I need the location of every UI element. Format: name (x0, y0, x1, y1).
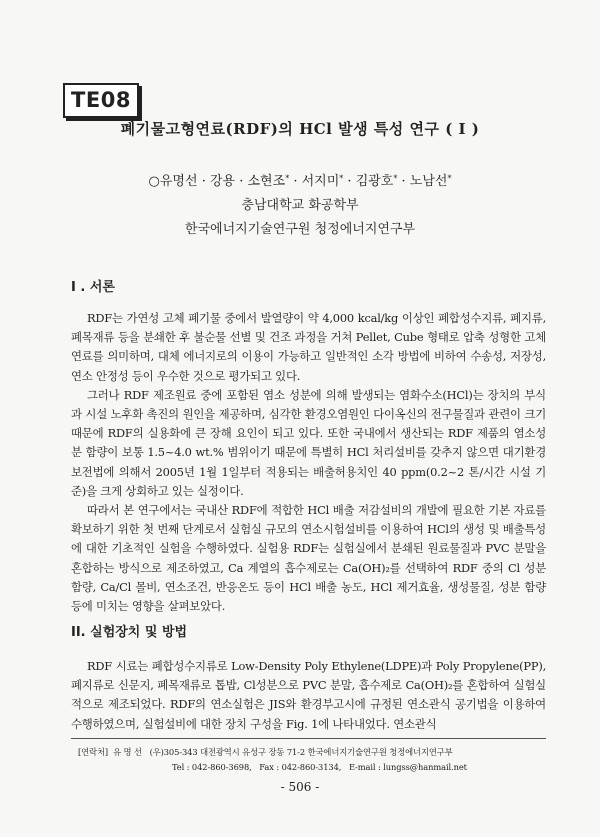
author-separator: · (235, 174, 248, 189)
author-separator: · (343, 174, 356, 189)
contact-email: E-mail : lungss@hanmail.net (348, 762, 467, 772)
presenter-mark: ○ (148, 174, 160, 189)
author-name: 소현조 (247, 174, 286, 189)
section-heading-methods: II. 실험장치 및 방법 (71, 625, 188, 640)
author-name: 김광호 (355, 174, 394, 189)
introduction-body (71, 309, 546, 616)
author-name: 서지미 (301, 174, 340, 189)
author-mark: * (339, 174, 344, 183)
contact-line-1 (78, 745, 548, 760)
methods-body (71, 657, 546, 734)
paragraph: RDF 시료는 폐합성수지류로 Low-Density Poly Ethylene(LDPE)과 Poly Propylene(PP), 폐지류로 신문지, 폐목재류로 톱밥, Cl성분으로 PVC 분말, 흡수제로 Ca(OH)₂를 혼합하여 실험실적으로 제조되었다. RDF의 연소실험은 JIS와 환경부고시에 규정된 연소관식 공기법을 이용하여 수행하였으며, 실험설비에 대한 장치 구성을 Fig. 1에 나타내었다. 연소관식 (71, 659, 546, 731)
footer-divider (71, 738, 546, 739)
contact-address: (우)305-343 대전광역시 유성구 장동 71-2 한국에너지기술연구원 청정에너지연구부 (149, 747, 453, 757)
contact-label: [연락처] (78, 747, 109, 757)
section-heading-introduction: I . 서론 (71, 280, 115, 295)
author-mark: * (447, 174, 452, 183)
contact-tel: Tel : 042-860-3698, (172, 762, 252, 772)
author-line (0, 170, 600, 189)
contact-name: 유 명 선 (113, 747, 142, 757)
author-mark: * (285, 174, 290, 183)
contact-footnote (78, 745, 548, 775)
author-separator: · (397, 174, 410, 189)
author-name: 강용 (209, 174, 236, 189)
author-name: 노남선 (409, 174, 448, 189)
author-separator: · (289, 174, 302, 189)
author-name: 유명선 (159, 174, 198, 189)
page-number: - 506 - (280, 780, 320, 794)
author-separator: · (197, 174, 210, 189)
contact-line-2 (78, 760, 548, 775)
paragraph: 그러나 RDF 제조원료 중에 포함된 염소 성분에 의해 발생되는 염화수소(HCl)는 장치의 부식과 시설 노후화 촉진의 원인을 제공하며, 심각한 환경오염원인 다이옥신의 전구물질과 관련이 크기 때문에 RDF의 실용화에 큰 장해 요인이 되고 있다. 또한 국내에서 생산되는 RDF 제품의 염소성분 함량이 보통 1.5~4.0 wt.% 범위이기 때문에 특별히 HCl 처리설비를 갖추지 않으면 대기환경보전법에 의해서 2005년 1월 1일부터 적용되는 배출허용치인 40 ppm(0.2~2 톤/시간 시설 기준)을 크게 상회하고 있는 실정이다. (71, 387, 546, 498)
paper-title: 폐기물고형연료(RDF)의 HCl 발생 특성 연구 ( I ) (120, 120, 480, 138)
session-code-box: TE08 (63, 83, 139, 118)
author-mark: * (393, 174, 398, 183)
paragraph: 따라서 본 연구에서는 국내산 RDF에 적합한 HCl 배출 저감설비의 개발에 필요한 기본 자료를 확보하기 위한 첫 번째 단계로서 실험실 규모의 연소시험설비를 이용하여 HCl의 생성 및 배출특성에 대한 기초적인 실험을 수행하였다. 실험용 RDF는 실험실에서 분쇄된 원료물질과 PVC 분말을 혼합하는 방식으로 제조하였고, Ca 계열의 흡수제로는 Ca(OH)₂를 선택하여 RDF 중의 Cl 성분 함량, Ca/Cl 몰비, 연소조건, 반응온도 등이 HCl 배출 농도, HCl 제거효율, 생성물질, 성분 함량 등에 미치는 영향을 살펴보았다. (71, 503, 546, 614)
paragraph: RDF는 가연성 고체 폐기물 중에서 발열량이 약 4,000 kcal/kg 이상인 폐합성수지류, 폐지류, 폐목재류 등을 분쇄한 후 불순물 선별 및 건조 과정을 거쳐 Pellet, Cube 형태로 압축 성형한 고체 연료를 의미하며, 대체 에너지로의 이용이 가능하고 일반적인 소각 방법에 비하여 수송성, 저장성, 연소 안정성 등이 우수한 것으로 평가되고 있다. (71, 311, 546, 383)
affiliation-university: 충남대학교 화공학부 (241, 198, 359, 213)
affiliation-institute: 한국에너지기술연구원 청정에너지연구부 (184, 222, 416, 237)
contact-fax: Fax : 042-860-3134, (259, 762, 342, 772)
